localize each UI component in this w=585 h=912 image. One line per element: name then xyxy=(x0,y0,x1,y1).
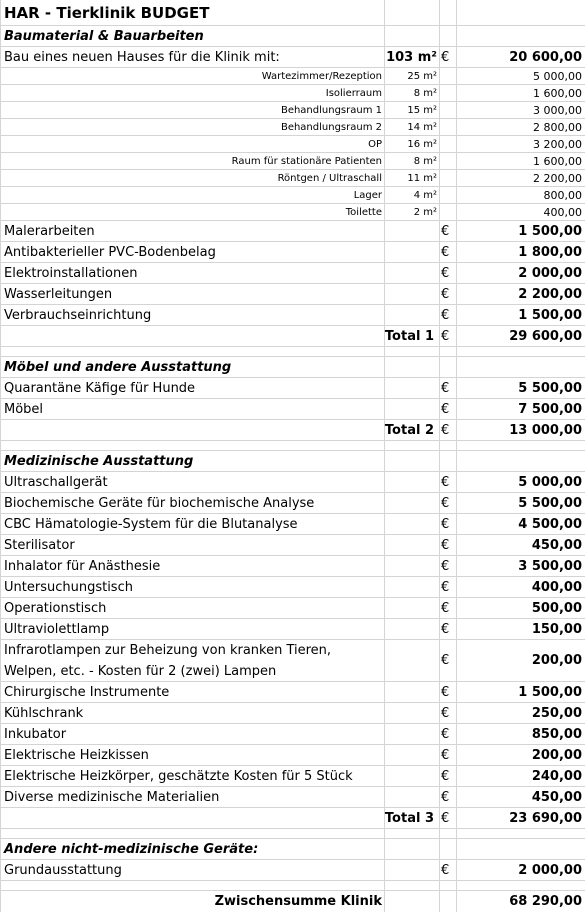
building-area: 103 m² xyxy=(386,49,437,65)
line-item-row[interactable] xyxy=(1,221,585,242)
item-label: Wasserleitungen xyxy=(4,286,113,302)
currency-symbol: € xyxy=(441,600,450,616)
line-item-row[interactable] xyxy=(1,766,585,787)
room-label: Behandlungsraum 1 xyxy=(280,104,382,116)
currency-symbol: € xyxy=(441,726,450,742)
room-label: Isolierraum xyxy=(325,87,382,99)
line-item-row[interactable] xyxy=(1,619,585,640)
line-item-row[interactable] xyxy=(1,724,585,745)
item-value: 1 500,00 xyxy=(518,684,582,700)
line-item-row[interactable] xyxy=(1,860,585,881)
empty-row[interactable] xyxy=(1,441,585,451)
currency-symbol: € xyxy=(441,621,450,637)
item-value: 1 500,00 xyxy=(518,307,582,323)
building-value: 20 600,00 xyxy=(509,49,582,65)
room-area: 4 m² xyxy=(413,189,437,201)
currency-symbol: € xyxy=(441,810,450,826)
item-label: Chirurgische Instrumente xyxy=(4,684,170,700)
total-value: 29 600,00 xyxy=(509,328,582,344)
currency-symbol: € xyxy=(441,495,450,511)
currency-symbol: € xyxy=(441,380,450,396)
currency-symbol: € xyxy=(441,862,450,878)
item-label: Kühlschrank xyxy=(4,705,84,721)
line-item-row[interactable] xyxy=(1,242,585,263)
item-label: Elektroinstallationen xyxy=(4,265,138,281)
section-heading-row[interactable] xyxy=(1,451,585,472)
item-label: Verbrauchseinrichtung xyxy=(4,307,152,323)
item-label: Antibakterieller PVC-Bodenbelag xyxy=(4,244,216,260)
total-label: Total 2 xyxy=(384,422,434,438)
section-heading-construction: Baumaterial & Bauarbeiten xyxy=(4,28,204,44)
room-row[interactable] xyxy=(1,204,585,221)
item-value: 1 500,00 xyxy=(518,223,582,239)
total-row[interactable] xyxy=(1,808,585,829)
section-heading-row[interactable] xyxy=(1,839,585,860)
item-label: Ultraschallgerät xyxy=(4,474,108,490)
room-row[interactable] xyxy=(1,187,585,204)
room-value: 2 800,00 xyxy=(533,120,582,134)
item-label: Möbel xyxy=(4,401,44,417)
line-item-row[interactable] xyxy=(1,682,585,703)
line-item-row[interactable] xyxy=(1,263,585,284)
item-label: Ultraviolettlamp xyxy=(4,621,110,637)
item-label: Quarantäne Käfige für Hunde xyxy=(4,380,196,396)
item-value: 400,00 xyxy=(531,579,582,595)
room-row[interactable] xyxy=(1,102,585,119)
room-area: 16 m² xyxy=(407,138,437,150)
currency-symbol: € xyxy=(441,516,450,532)
line-item-row[interactable] xyxy=(1,598,585,619)
currency-symbol: € xyxy=(441,223,450,239)
currency-symbol: € xyxy=(441,307,450,323)
line-item-row[interactable] xyxy=(1,703,585,724)
item-value: 500,00 xyxy=(531,600,582,616)
item-value: 2 200,00 xyxy=(518,286,582,302)
item-label: Elektrische Heizkörper, geschätzte Kosten für 5 Stück xyxy=(4,768,353,784)
room-label: Toilette xyxy=(345,206,382,218)
item-label: Inhalator für Anästhesie xyxy=(4,558,161,574)
room-area: 15 m² xyxy=(407,104,437,116)
line-item-row[interactable] xyxy=(1,535,585,556)
title-row[interactable] xyxy=(1,0,585,26)
section-heading-other: Andere nicht-medizinische Geräte: xyxy=(4,841,259,857)
item-label: Operationstisch xyxy=(4,600,107,616)
total-value: 13 000,00 xyxy=(509,422,582,438)
currency-symbol: € xyxy=(441,474,450,490)
line-item-row[interactable] xyxy=(1,556,585,577)
building-label: Bau eines neuen Hauses für die Klinik mit: xyxy=(4,49,280,65)
building-row[interactable] xyxy=(1,47,585,68)
line-item-row[interactable] xyxy=(1,305,585,326)
room-value: 3 200,00 xyxy=(533,137,582,151)
section-heading-row[interactable] xyxy=(1,26,585,47)
item-value: 450,00 xyxy=(531,789,582,805)
currency-symbol: € xyxy=(441,768,450,784)
room-label: Röntgen / Ultraschall xyxy=(277,172,382,184)
total-label: Total 3 xyxy=(384,810,434,826)
subtotal-label: Zwischensumme Klinik xyxy=(214,894,382,909)
item-label: CBC Hämatologie-System für die Blutanalyse xyxy=(4,516,298,532)
item-value: 240,00 xyxy=(531,768,582,784)
currency-symbol: € xyxy=(441,747,450,763)
room-area: 8 m² xyxy=(413,155,437,167)
line-item-row[interactable] xyxy=(1,514,585,535)
empty-row[interactable] xyxy=(1,347,585,357)
room-row[interactable] xyxy=(1,119,585,136)
currency-symbol: € xyxy=(441,653,450,668)
line-item-row[interactable] xyxy=(1,787,585,808)
room-label: OP xyxy=(368,138,382,150)
total-row[interactable] xyxy=(1,326,585,347)
room-area: 11 m² xyxy=(407,172,437,184)
line-item-row[interactable] xyxy=(1,640,585,682)
room-area: 2 m² xyxy=(413,206,437,218)
currency-symbol: € xyxy=(441,789,450,805)
room-label: Lager xyxy=(353,189,382,201)
line-item-row[interactable] xyxy=(1,745,585,766)
currency-symbol: € xyxy=(441,401,450,417)
room-label: Behandlungsraum 2 xyxy=(280,121,382,133)
item-label: Inkubator xyxy=(4,726,67,742)
room-area: 25 m² xyxy=(407,70,437,82)
item-value: 1 800,00 xyxy=(518,244,582,260)
line-item-row[interactable] xyxy=(1,493,585,514)
section-heading-furniture: Möbel und andere Ausstattung xyxy=(4,359,232,375)
item-value: 250,00 xyxy=(531,705,582,721)
currency-symbol: € xyxy=(441,705,450,721)
room-row[interactable] xyxy=(1,136,585,153)
currency-symbol: € xyxy=(441,684,450,700)
item-label: Infrarotlampen zur Beheizung von kranken Tieren, Welpen, etc. - Kosten für 2 (zwei) Lampen xyxy=(4,642,332,679)
item-value: 450,00 xyxy=(531,537,582,553)
item-value: 2 000,00 xyxy=(518,862,582,878)
room-value: 5 000,00 xyxy=(533,69,582,83)
empty-row[interactable] xyxy=(1,829,585,839)
line-item-row[interactable] xyxy=(1,399,585,420)
item-value: 5 000,00 xyxy=(518,474,582,490)
item-value: 2 000,00 xyxy=(518,265,582,281)
subtotal-row[interactable] xyxy=(1,891,585,912)
item-value: 200,00 xyxy=(531,653,582,668)
line-item-row[interactable] xyxy=(1,577,585,598)
total-row[interactable] xyxy=(1,420,585,441)
item-label: Sterilisator xyxy=(4,537,75,553)
empty-row[interactable] xyxy=(1,881,585,891)
currency-symbol: € xyxy=(441,422,450,438)
item-label: Elektrische Heizkissen xyxy=(4,747,149,763)
line-item-row[interactable] xyxy=(1,472,585,493)
item-value: 4 500,00 xyxy=(518,516,582,532)
currency-symbol: € xyxy=(441,537,450,553)
item-value: 3 500,00 xyxy=(518,558,582,574)
item-label: Diverse medizinische Materialien xyxy=(4,789,220,805)
total-value: 23 690,00 xyxy=(509,810,582,826)
room-area: 14 m² xyxy=(407,121,437,133)
item-label: Malerarbeiten xyxy=(4,223,95,239)
item-label: Untersuchungstisch xyxy=(4,579,133,595)
item-value: 5 500,00 xyxy=(518,495,582,511)
item-value: 5 500,00 xyxy=(518,380,582,396)
room-value: 3 000,00 xyxy=(533,103,582,117)
room-value: 1 600,00 xyxy=(533,154,582,168)
item-label: Grundausstattung xyxy=(4,862,122,878)
line-item-row[interactable] xyxy=(1,378,585,399)
item-value: 7 500,00 xyxy=(518,401,582,417)
section-heading-row[interactable] xyxy=(1,357,585,378)
room-row[interactable] xyxy=(1,85,585,102)
currency-symbol: € xyxy=(441,579,450,595)
room-row[interactable] xyxy=(1,68,585,85)
total-label: Total 1 xyxy=(384,328,434,344)
room-value: 2 200,00 xyxy=(533,171,582,185)
currency-symbol: € xyxy=(441,49,450,65)
currency-symbol: € xyxy=(441,328,450,344)
room-value: 1 600,00 xyxy=(533,86,582,100)
room-label: Raum für stationäre Patienten xyxy=(231,155,382,167)
room-row[interactable] xyxy=(1,170,585,187)
item-label: Biochemische Geräte für biochemische Analyse xyxy=(4,495,315,511)
currency-symbol: € xyxy=(441,265,450,281)
line-item-row[interactable] xyxy=(1,284,585,305)
room-value: 800,00 xyxy=(543,188,582,202)
currency-symbol: € xyxy=(441,244,450,260)
room-row[interactable] xyxy=(1,153,585,170)
section-heading-medical: Medizinische Ausstattung xyxy=(4,453,194,469)
currency-symbol: € xyxy=(441,286,450,302)
room-label: Wartezimmer/Rezeption xyxy=(261,70,382,82)
item-value: 150,00 xyxy=(531,621,582,637)
room-value: 400,00 xyxy=(543,205,582,219)
sheet-title: HAR - Tierklinik BUDGET xyxy=(4,3,210,22)
item-value: 850,00 xyxy=(531,726,582,742)
currency-symbol: € xyxy=(441,558,450,574)
room-area: 8 m² xyxy=(413,87,437,99)
item-value: 200,00 xyxy=(531,747,582,763)
subtotal-value: 68 290,00 xyxy=(509,894,582,909)
